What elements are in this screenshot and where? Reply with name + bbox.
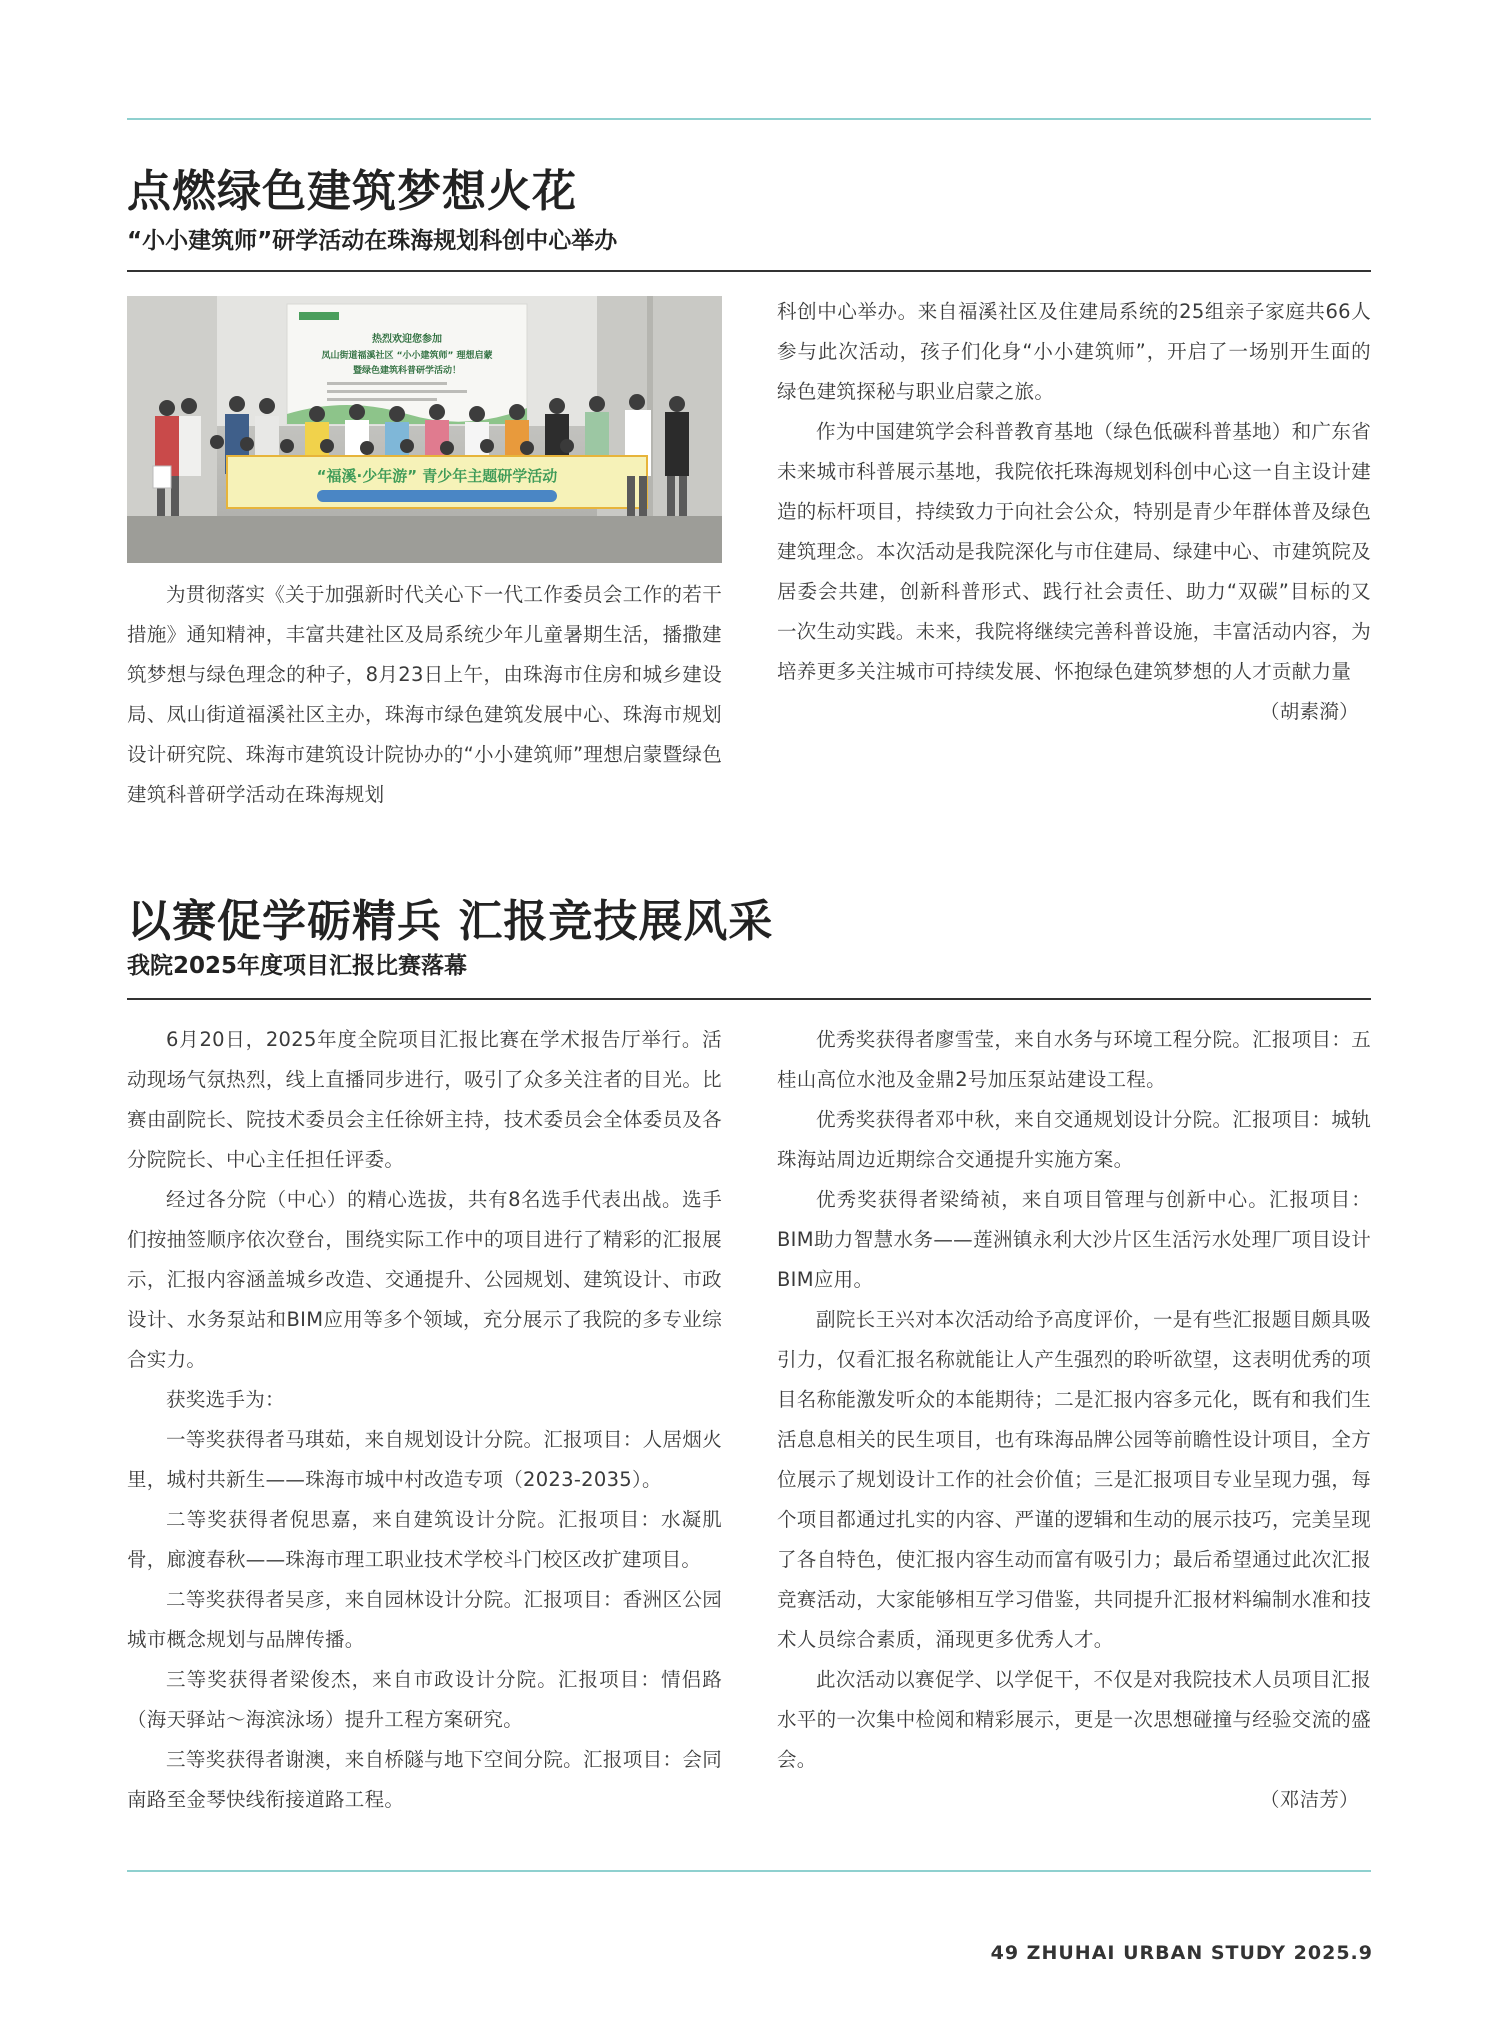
article2-author: （邓洁芳） [1259, 1788, 1359, 1811]
article2-left-paragraph-4: 一等奖获得者马琪茹，来自规划设计分院。汇报项目：人居烟火里，城村共新生——珠海市城中村改造专项（2023-2035）。 [127, 1428, 722, 1491]
article1-left-column [127, 575, 722, 815]
article1-author: （胡素漪） [1259, 700, 1359, 723]
article2-right-paragraph-5: 此次活动以赛促学、以学促干，不仅是对我院技术人员项目汇报水平的一次集中检阅和精彩展示，更是一次思想碰撞与经验交流的盛会。 [777, 1668, 1372, 1771]
article1-right-continuation: 科创中心举办。来自福溪社区及住建局系统的25组亲子家庭共66人参与此次活动，孩子们化身“小小建筑师”，开启了一场别开生面的绿色建筑探秘与职业启蒙之旅。 [777, 300, 1371, 403]
article2-left-paragraph-6: 二等奖获得者吴彦，来自园林设计分院。汇报项目：香洲区公园城市概念规划与品牌传播。 [127, 1588, 722, 1651]
top-rule [127, 118, 1371, 120]
banner-text: “福溪·少年游” 青少年主题研学活动 [316, 467, 558, 485]
article1-rule [127, 270, 1371, 272]
article2-right-paragraph-2: 优秀奖获得者邓中秋，来自交通规划设计分院。汇报项目：城轨珠海站周边近期综合交通提升实施方案。 [777, 1108, 1371, 1171]
poster-line2: 凤山街道福溪社区 “小小建筑师” 理想启蒙 [321, 351, 493, 361]
article2-right-paragraph-1: 优秀奖获得者廖雪莹，来自水务与环境工程分院。汇报项目：五桂山高位水池及金鼎2号加压泵站建设工程。 [777, 1028, 1371, 1091]
activity-group-photo [127, 296, 722, 563]
article2-right-paragraph-3: 优秀奖获得者梁绮祯，来自项目管理与创新中心。汇报项目：BIM助力智慧水务——莲洲镇永利大沙片区生活污水处理厂项目设计BIM应用。 [777, 1188, 1371, 1291]
article2-left-paragraph-3: 获奖选手为： [166, 1388, 285, 1411]
poster-line1: 热烈欢迎您参加 [372, 334, 442, 345]
article2-rule [127, 998, 1371, 1000]
article1-right-paragraph-1: 作为中国建筑学会科普教育基地（绿色低碳科普基地）和广东省未来城市科普展示基地，我院依托珠海规划科创中心这一自主设计建造的标杆项目，持续致力于向社会公众，特别是青少年群体普及绿色建筑理念。本次活动是我院深化与市住建局、绿建中心、市建筑院及居委会共建，创新科普形式、践行社会责任、助力“双碳”目标的又一次生动实践。未来，我院将继续完善科普设施，丰富活动内容，为培养更多关注城市可持续发展、怀抱绿色建筑梦想的人才贡献力量 [777, 420, 1372, 683]
article2-left-paragraph-5: 二等奖获得者倪思嘉，来自建筑设计分院。汇报项目：水凝肌骨，廊渡春秋——珠海市理工职业技术学校斗门校区改扩建项目。 [127, 1508, 722, 1571]
page-folio: 49 ZHUHAI URBAN STUDY 2025.9 [990, 1942, 1373, 1964]
article2-left-paragraph-7: 三等奖获得者梁俊杰，来自市政设计分院。汇报项目：情侣路（海天驿站～海滨泳场）提升工程方案研究。 [127, 1668, 722, 1731]
article1-subtitle: “小小建筑师”研学活动在珠海规划科创中心举办 [127, 228, 618, 254]
bottom-rule [127, 1870, 1371, 1872]
article2-left-column [127, 1020, 722, 1820]
article2-left-paragraph-8: 三等奖获得者谢澳，来自桥隧与地下空间分院。汇报项目：会同南路至金琴快线衔接道路工程。 [127, 1748, 722, 1811]
poster-line3: 暨绿色建筑科普研学活动！ [352, 366, 462, 376]
article2-subtitle: 我院2025年度项目汇报比赛落幕 [127, 953, 468, 979]
photo-illustration [127, 296, 722, 563]
article2-left-paragraph-2: 经过各分院（中心）的精心选拔，共有8名选手代表出战。选手们按抽签顺序依次登台，围绕实际工作中的项目进行了精彩的汇报展示，汇报内容涵盖城乡改造、交通提升、公园规划、建筑设计、市政设计、水务泵站和BIM应用等多个领域，充分展示了我院的多专业综合实力。 [127, 1188, 722, 1371]
article1-title: 点燃绿色建筑梦想火花 [127, 166, 577, 217]
article2-title: 以赛促学砺精兵 汇报竞技展风采 [127, 896, 774, 947]
article2-right-column [777, 1020, 1371, 1820]
article1-right-column [777, 292, 1371, 732]
article2-left-paragraph-1: 6月20日，2025年度全院项目汇报比赛在学术报告厅举行。活动现场气氛热烈，线上直播同步进行，吸引了众多关注者的目光。比赛由副院长、院技术委员会主任徐妍主持，技术委员会全体委员及各分院院长、中心主任担任评委。 [127, 1028, 722, 1171]
article2-right-paragraph-4: 副院长王兴对本次活动给予高度评价，一是有些汇报题目颇具吸引力，仅看汇报名称就能让人产生强烈的聆听欲望，这表明优秀的项目名称能激发听众的本能期待；二是汇报内容多元化，既有和我们生活息息相关的民生项目，也有珠海品牌公园等前瞻性设计项目，全方位展示了规划设计工作的社会价值；三是汇报项目专业呈现力强，每个项目都通过扎实的内容、严谨的逻辑和生动的展示技巧，完美呈现了各自特色，使汇报内容生动而富有吸引力；最后希望通过此次汇报竞赛活动，大家能够相互学习借鉴，共同提升汇报材料编制水准和技术人员综合素质，涌现更多优秀人才。 [777, 1308, 1372, 1651]
article1-left-paragraph-1: 为贯彻落实《关于加强新时代关心下一代工作委员会工作的若干措施》通知精神，丰富共建社区及局系统少年儿童暑期生活，播撒建筑梦想与绿色理念的种子，8月23日上午，由珠海市住房和城乡建设局、凤山街道福溪社区主办，珠海市绿色建筑发展中心、珠海市规划设计研究院、珠海市建筑设计院协办的“小小建筑师”理想启蒙暨绿色建筑科普研学活动在珠海规划 [127, 583, 723, 806]
